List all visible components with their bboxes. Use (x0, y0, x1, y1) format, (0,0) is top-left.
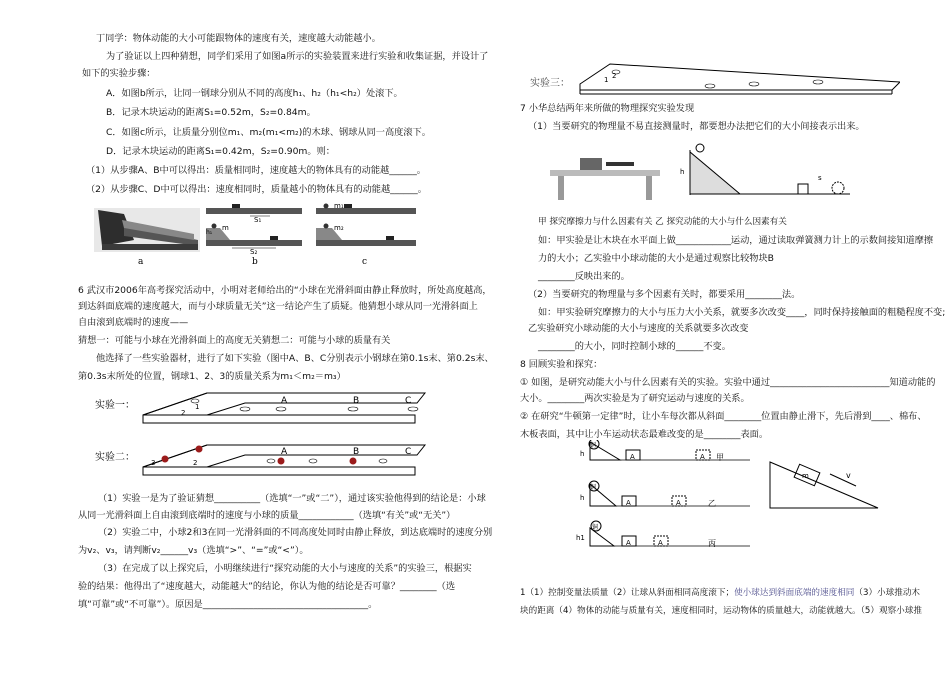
text-line: 乙实验研究小球动能的大小与速度的关系就要多次改变 (528, 323, 749, 334)
fig-b-label: b (252, 257, 258, 267)
label-h: h (580, 450, 585, 458)
slope-bing (576, 521, 750, 548)
ball-label: 铜 (592, 524, 599, 531)
label-m: m (802, 472, 809, 480)
experiment-2 (95, 445, 425, 475)
figure-jia (550, 158, 660, 200)
text-line: 大小。________两次实验是为了研究运动与速度的关系。 (520, 393, 750, 404)
label-v: v (846, 471, 851, 480)
text-line: 如：甲实验研究摩擦力的大小与压力大小关系，就要多次改变____，同时保持接触面的粗糙程度不变; (538, 307, 946, 318)
experiment-3 (520, 50, 900, 100)
text-line: 木板表面，其中让小车运动状态最难改变的是________表面。 (520, 429, 769, 440)
label-h1: h1 (576, 534, 585, 542)
text-line: （1）实验一是为了验证猜想__________（选填“一”或“二”），通过该实验他得到的结论是：小球 (98, 493, 486, 504)
figure-c (316, 202, 416, 246)
label-jia: 甲 (716, 453, 724, 462)
text-line: ________的大小，同时控制小球的______不变。 (538, 341, 731, 352)
fig-a-label: a (138, 257, 144, 267)
question-2: （2）从步骤C、D中可以得出：速度相同时，质量越小的物体具有的动能越______。 (86, 184, 427, 195)
exp1-label: 实验一： (95, 400, 135, 411)
pos-b2: B (353, 447, 360, 457)
figure-b (206, 204, 302, 256)
ball-2-label: 2 (181, 409, 186, 417)
label-h1: h₁ (206, 229, 213, 236)
step-d: D．记录木块运动的距离S₁=0.42m，S₂=0.90m。则： (106, 146, 335, 157)
text-line: 自由滚到底端时的速度—— (78, 317, 189, 328)
label-s2: S₂ (250, 248, 258, 256)
text-line: 到达斜面底端的速度越大，而与小球质量无关”这一结论产生了质疑。他猜想小球从同一光滑斜面上 (78, 301, 478, 312)
figure-yi (680, 144, 850, 195)
answer-part: 1（1）控制变量法质量（2）让球从斜面相同高度滚下； (520, 588, 735, 598)
block-label: A (630, 453, 635, 461)
text-line: 验的结果：他得出了“速度越大，动能越大”的结论，你认为他的结论是否可靠？________（选 (78, 581, 456, 592)
exp3-ball-2: 2 (612, 72, 617, 80)
figure-caption: 甲 探究摩擦力与什么因素有关 乙 探究动能的大小与什么因素有关 (538, 217, 787, 227)
block-label: A (626, 539, 631, 547)
answer-line: 块的距离（4）物体的动能与质量有关，速度相同时，运动物体的质量越大，动能就越大。（5）观察小球推 (520, 606, 922, 616)
text-line: 力的大小；乙实验中小球动能的大小是通过观察比较物块B (538, 253, 774, 264)
fig-c-label: c (362, 257, 368, 267)
block-label: A (700, 453, 705, 461)
text-line: 如：甲实验是让木块在水平面上做____________运动，通过读取弹簧测力计上的示数间接知道摩擦 (538, 235, 934, 246)
step-a: A．如图b所示，让同一钢球分别从不同的高度h₁、h₂（h₁<h₂）处滚下。 (106, 88, 403, 99)
ball-2b-label: 2 (193, 459, 198, 467)
pos-a2: A (281, 447, 288, 457)
question-8-title: 8 回顾实验和探究： (520, 359, 603, 370)
text-line: 为v₂、v₃，请判断v₂______v₃（选填“>”、“=”或“<”）。 (78, 545, 309, 556)
incline-figure (770, 462, 878, 508)
text-line: 从同一光滑斜面上自由滚到底端时的速度与小球的质量____________（选填“有关”或“无关”） (78, 510, 456, 521)
text-line: ________反映出来的。 (538, 271, 630, 282)
pos-a: A (281, 396, 288, 406)
hypothesis: 猜想一：可能与小球在光滑斜面上的高度无关猜想二：可能与小球的质量有关 (78, 335, 391, 346)
label-s1: S₁ (254, 216, 262, 224)
answer-line (520, 585, 920, 602)
text-line: （1）当要研究的物理量不易直接测量时，都要想办法把它们的大小间接表示出来。 (528, 121, 865, 132)
pos-c: C (405, 396, 412, 406)
text-line: 6 武汉市2006年高考探究活动中，小明对老师给出的“小球在光滑斜面由静止释放时，所处高度越高， (78, 285, 492, 296)
label-s: s (818, 174, 822, 182)
step-c: C．如图c所示，让质量分别位m₁、m₂(m₁<m₂)的木球、钢球从同一高度滚下。 (106, 127, 431, 138)
exp3-ball-1: 1 (604, 76, 609, 84)
text-line: （3）在完成了以上探究后，小明继续进行“探究动能的大小与速度的关系”的实验三，根据实 (98, 563, 472, 574)
label-h: h (580, 494, 585, 502)
block-label: A (658, 539, 663, 547)
figure-a (94, 208, 200, 252)
exp3-label: 实验三： (530, 78, 570, 89)
experiment-diagrams (95, 385, 435, 480)
label-m1: m₁ (334, 202, 344, 210)
label-m2: m₂ (334, 224, 344, 232)
pos-b: B (353, 396, 360, 406)
text-line: ② 在研究“牛顿第一定律”时，让小车每次都从斜面________位置由静止滑下，先后滑到____、棉布、 (520, 411, 927, 422)
label-h: h (680, 168, 685, 176)
ball-3-label: 3 (151, 459, 156, 467)
block-label: A (626, 499, 631, 507)
step-b: B．记录木块运动的距离S₁=0.52m，S₂=0.84m。 (106, 107, 316, 118)
exp2-label: 实验二： (95, 452, 135, 463)
text-line: （2）当要研究的物理量与多个因素有关时，都要采用________法。 (528, 289, 801, 300)
text-line: 他选择了一些实验器材，进行了如下实验（图中A、B、C分别表示小钢球在第0.1s末、第0.2s末、 (96, 353, 494, 364)
text-line: 7 小华总结两年来所做的物理探究实验发现 (520, 103, 695, 114)
label-m: m (222, 224, 229, 232)
ball-1-label: 1 (195, 403, 200, 411)
text-line: 为了验证以上四种猜想，同学们采用了如图a所示的实验装置来进行实验和收集证据，并设计了 (106, 51, 489, 62)
text-line: ① 如图，是研究动能大小与什么因素有关的实验。实验中通过__________________________知道动能的 (520, 377, 936, 388)
text-line: 第0.3s末所处的位置，钢球1、2、3的质量关系为m₁＜m₂＝m₃） (78, 371, 346, 382)
label-bing: 丙 (708, 539, 716, 548)
experiment-1 (95, 393, 425, 423)
ball-label: 铜 (590, 484, 597, 491)
text-line: （2）实验二中，小球2和3在同一光滑斜面的不同高度处同时由静止释放，到达底端时的速度分别 (98, 527, 493, 538)
text-line: 丁同学：物体动能的大小可能跟物体的速度有关，速度越大动能越小。 (96, 33, 381, 44)
slope-yi (580, 481, 750, 508)
ball-label: 铜 (590, 442, 597, 449)
answer-part: 使小球达到斜面底端的速度相同 (734, 588, 855, 598)
pos-c2: C (405, 447, 412, 457)
apparatus-figures (540, 140, 860, 208)
text-line: 如下的实验步骤： (82, 68, 156, 79)
slope-jia (580, 440, 750, 462)
question-1: （1）从步骤A、B中可以得出：质量相同时，速度越大的物体具有的动能越______。 (86, 165, 426, 176)
block-label: A (676, 499, 681, 507)
text-line: 填“可靠”或“不可靠”）。原因是____________________________________。 (78, 599, 378, 610)
label-yi: 乙 (708, 499, 716, 508)
kinetic-energy-figures (560, 440, 900, 555)
answer-part: （3）小球推动木 (854, 588, 921, 598)
figure-abc (94, 200, 439, 268)
